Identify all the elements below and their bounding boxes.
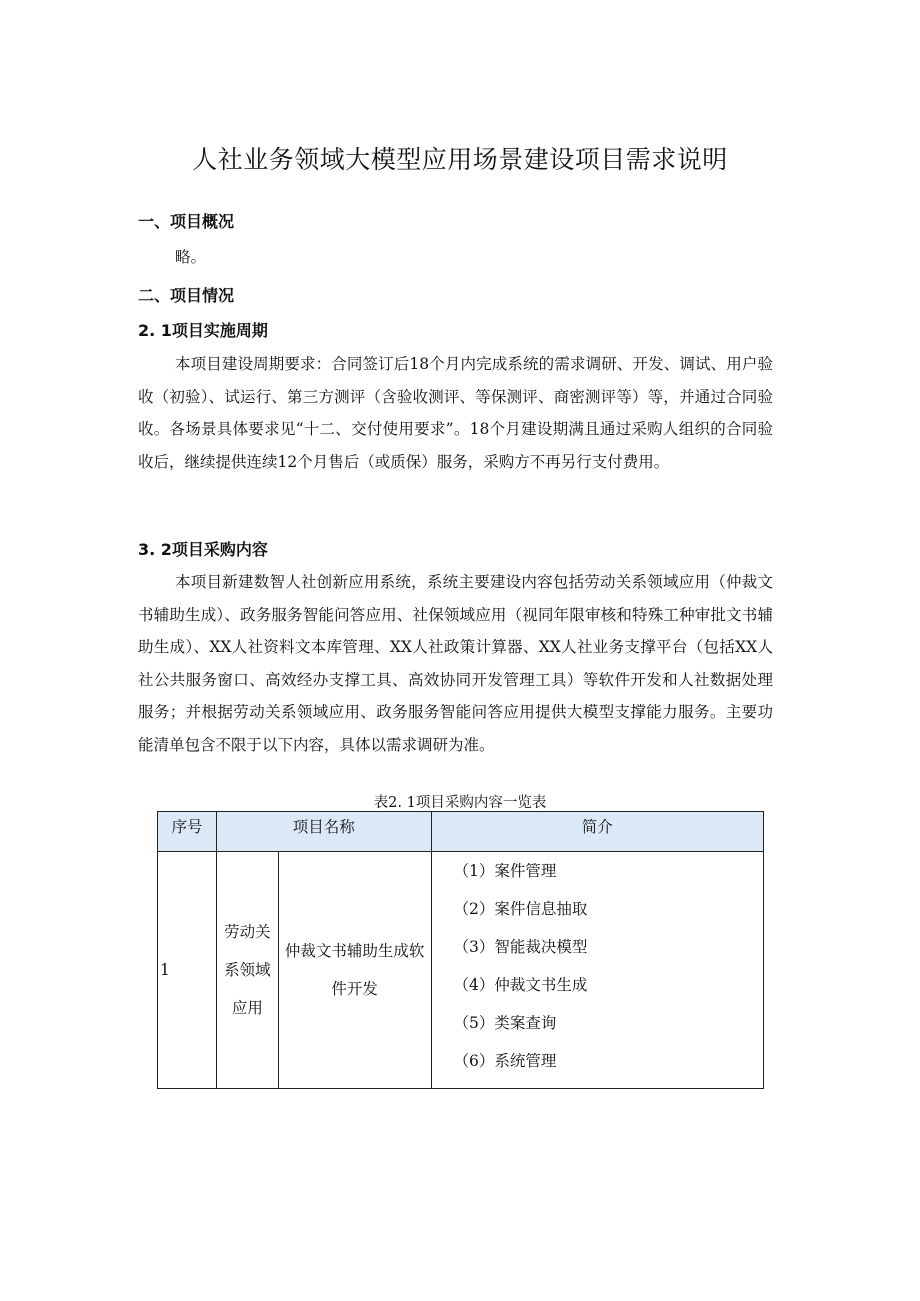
- row-no: 1: [158, 852, 217, 1089]
- table-caption: 表2. 1项目采购内容一览表: [373, 795, 547, 811]
- row-name: 仲裁文书辅助生成软件开发: [278, 852, 431, 1089]
- row-domain: 劳动关系领域应用: [216, 852, 278, 1089]
- section-heading-project-situation: 二、项目情况: [138, 286, 235, 305]
- header-name: 项目名称: [216, 812, 431, 852]
- procurement-content-paragraph: 本项目新建数智人社创新应用系统，系统主要建设内容包括劳动关系领域应用（仲裁文书辅助生成）、政务服务智能问答应用、社保领域应用（视同年限审核和特殊工种审批文书辅助生成）、XX人社资料文本库管理、XX人社政策计算器、XX人社业务支撑平台（包括XX人社公共服务窗口、高效经办支撑工具、高效协同开发管理工具）等软件开发和人社数据处理服务；并根据劳动关系领域应用、政务服务智能问答应用提供大模型支撑能力服务。主要功能清单包含不限于以下内容，具体以需求调研为准。: [138, 573, 773, 754]
- desc-item: （5）类案查询: [453, 1014, 557, 1032]
- desc-item: （3）智能裁决模型: [453, 938, 588, 956]
- section-overview-body: 略。: [175, 248, 207, 266]
- row-desc: [431, 852, 763, 1089]
- table-header-row: [158, 812, 764, 852]
- header-desc: 简介: [431, 812, 763, 852]
- table-row: [158, 852, 764, 1089]
- desc-item: （4）仲裁文书生成: [453, 976, 588, 994]
- desc-item: （1）案件管理: [453, 862, 557, 880]
- desc-item: （2）案件信息抽取: [453, 900, 588, 918]
- header-no: 序号: [158, 812, 217, 852]
- implementation-period-paragraph: 本项目建设周期要求：合同签订后18个月内完成系统的需求调研、开发、调试、用户验收（初验）、试运行、第三方测评（含验收测评、等保测评、商密测评等）等，并通过合同验收。各场景具体要求见“十二、交付使用要求”。18个月建设期满且通过采购人组织的合同验收后，继续提供连续12个月售后（或质保）服务，采购方不再另行支付费用。: [138, 355, 773, 471]
- document-title: 人社业务领域大模型应用场景建设项目需求说明: [192, 145, 728, 174]
- section-heading-overview: 一、项目概况: [138, 212, 235, 231]
- section-heading-procurement-content: 3. 2项目采购内容: [138, 540, 268, 559]
- section-heading-implementation-period: 2. 1项目实施周期: [138, 321, 268, 340]
- procurement-table: [157, 811, 764, 1089]
- desc-item: （6）系统管理: [453, 1052, 557, 1070]
